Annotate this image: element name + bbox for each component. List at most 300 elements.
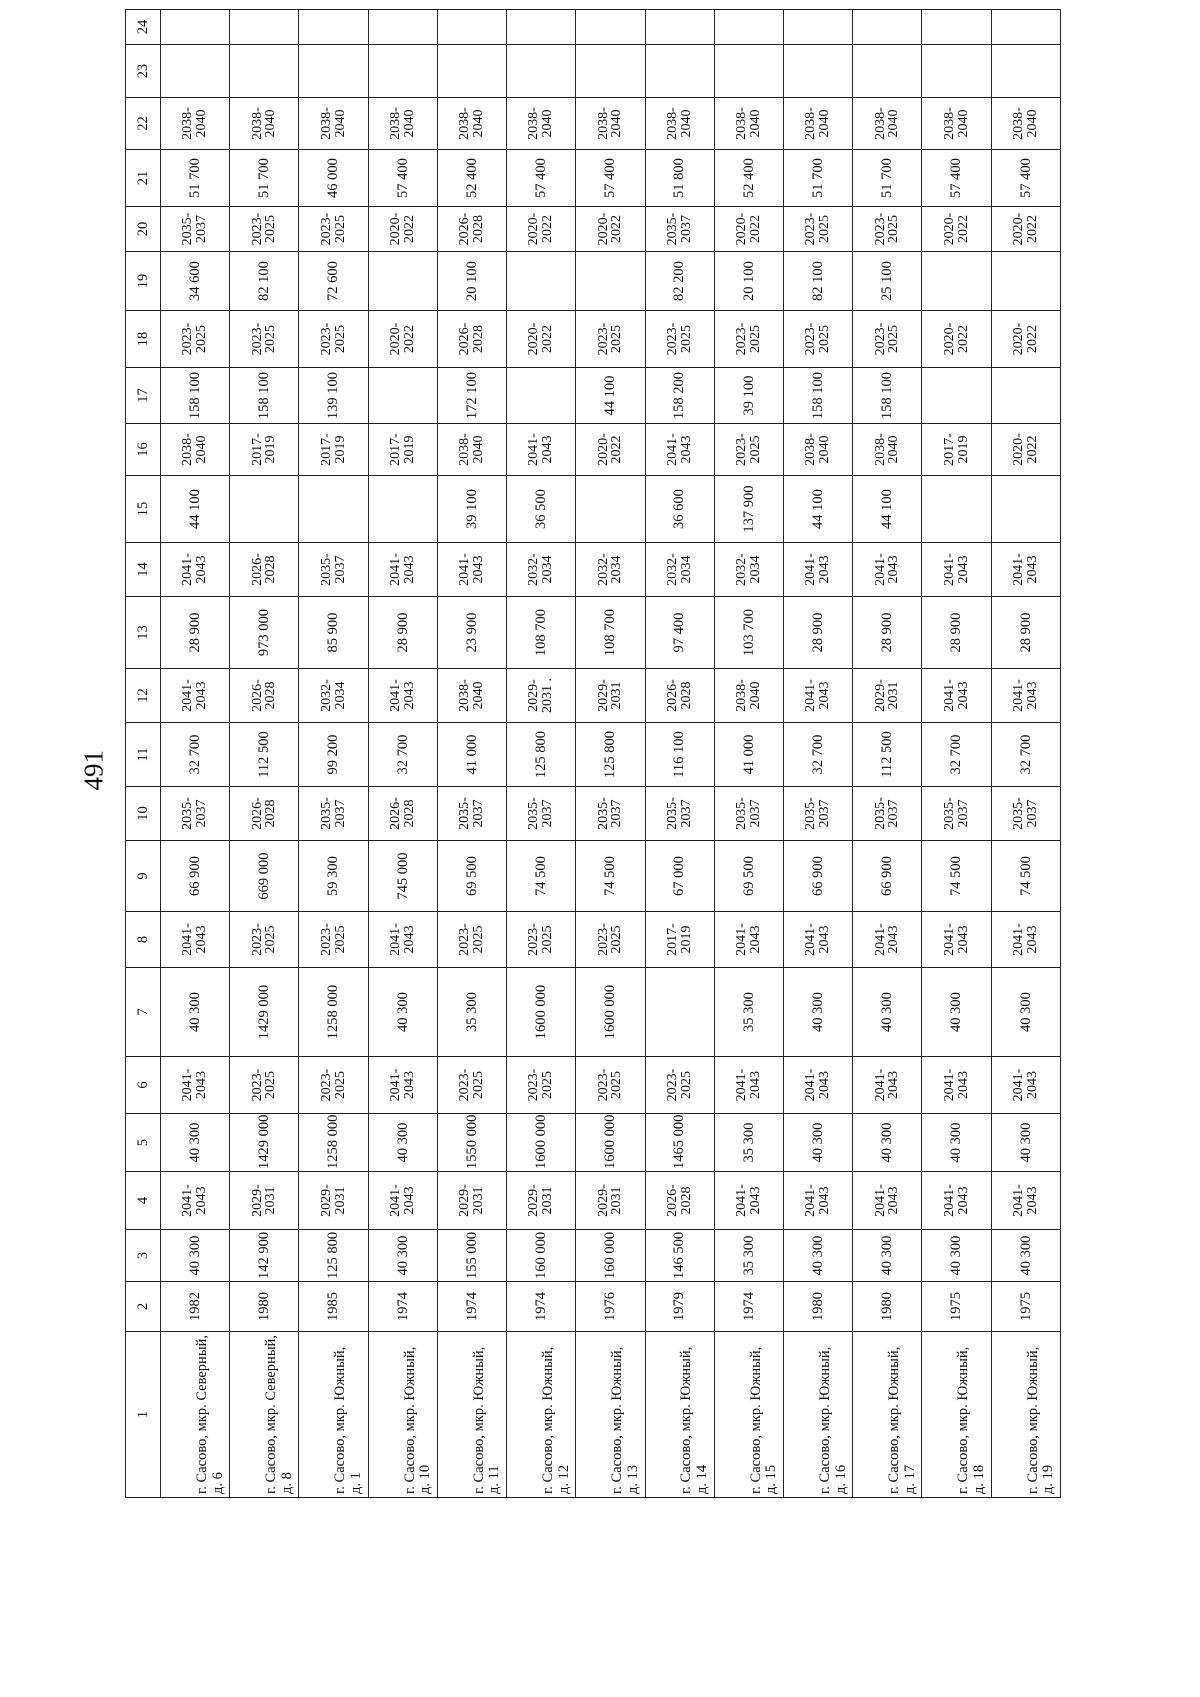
address-cell: г. Сасово, мкр. Южный, д. 1 xyxy=(299,1332,368,1498)
period-cell: 2041-2043 xyxy=(991,1057,1060,1114)
period-cell xyxy=(645,45,714,98)
cost-cell: 74 500 xyxy=(576,841,645,912)
cost-cell: 82 100 xyxy=(230,252,299,311)
cost-cell: 66 900 xyxy=(783,841,852,912)
period-cell: 2026-2028 xyxy=(230,787,299,841)
period-cell: 2038-2040 xyxy=(437,669,506,723)
period-cell: 2017-2019 xyxy=(645,912,714,968)
cost-cell: 57 400 xyxy=(507,150,576,207)
cost-cell: 40 300 xyxy=(922,968,991,1057)
table-row xyxy=(991,10,1060,1498)
cost-cell: 125 800 xyxy=(299,1230,368,1282)
cost-cell: 137 900 xyxy=(714,476,783,543)
period-cell: 2038-2040 xyxy=(783,424,852,476)
cost-cell: 34 600 xyxy=(161,252,230,311)
period-cell: 2023-2025 xyxy=(230,912,299,968)
period-cell: 2041-2043 xyxy=(991,912,1060,968)
column-header-2: 2 xyxy=(126,1282,161,1332)
cost-cell: 35 300 xyxy=(714,1230,783,1282)
period-cell xyxy=(161,10,230,45)
period-cell: 2029-2031 xyxy=(853,669,922,723)
period-cell: 2035-2037 xyxy=(853,787,922,841)
period-cell: 2023-2025 xyxy=(576,311,645,368)
cost-cell: 66 900 xyxy=(853,841,922,912)
cost-cell: 155 000 xyxy=(437,1230,506,1282)
cost-cell: 32 700 xyxy=(783,723,852,787)
period-cell: 2023-2025 xyxy=(299,912,368,968)
column-header-18: 18 xyxy=(126,311,161,368)
period-cell xyxy=(714,10,783,45)
cost-cell xyxy=(922,252,991,311)
period-cell: 2032-2034 xyxy=(576,543,645,597)
build-year-cell: 1976 xyxy=(576,1282,645,1332)
cost-cell: 28 900 xyxy=(783,597,852,669)
cost-cell: 51 700 xyxy=(783,150,852,207)
build-year-cell: 1975 xyxy=(991,1282,1060,1332)
period-cell: 2041-2043 xyxy=(161,1057,230,1114)
cost-cell: 74 500 xyxy=(991,841,1060,912)
period-cell: 2035-2037 xyxy=(576,787,645,841)
period-cell: 2041-2043 xyxy=(991,1172,1060,1230)
cost-cell: 36 600 xyxy=(645,476,714,543)
period-cell xyxy=(853,45,922,98)
build-year-cell: 1979 xyxy=(645,1282,714,1332)
cost-cell xyxy=(368,476,437,543)
period-cell xyxy=(230,10,299,45)
build-year-cell: 1985 xyxy=(299,1282,368,1332)
address-cell: г. Сасово, мкр. Южный, д. 17 xyxy=(853,1332,922,1498)
period-cell: 2023-2025 xyxy=(507,912,576,968)
cost-cell: 40 300 xyxy=(922,1230,991,1282)
cost-cell: 36 500 xyxy=(507,476,576,543)
period-cell: 2029-2031 xyxy=(230,1172,299,1230)
cost-cell: 57 400 xyxy=(576,150,645,207)
period-cell: 2035-2037 xyxy=(714,787,783,841)
period-cell: 2029-2031 xyxy=(299,1172,368,1230)
period-cell: 2038-2040 xyxy=(645,98,714,150)
cost-cell: 57 400 xyxy=(368,150,437,207)
column-header-15: 15 xyxy=(126,476,161,543)
period-cell: 2041-2043 xyxy=(161,1172,230,1230)
period-cell: 2041-2043 xyxy=(922,669,991,723)
cost-cell: 40 300 xyxy=(991,1230,1060,1282)
period-cell xyxy=(991,10,1060,45)
cost-cell: 28 900 xyxy=(368,597,437,669)
address-cell: г. Сасово, мкр. Южный, д. 16 xyxy=(783,1332,852,1498)
period-cell: 2038-2040 xyxy=(230,98,299,150)
cost-cell: 146 500 xyxy=(645,1230,714,1282)
period-cell: 2023-2025 xyxy=(230,311,299,368)
cost-cell xyxy=(299,476,368,543)
period-cell: 2020-2022 xyxy=(507,207,576,252)
cost-cell xyxy=(991,476,1060,543)
build-year-cell: 1974 xyxy=(714,1282,783,1332)
period-cell xyxy=(507,10,576,45)
address-cell: г. Сасово, мкр. Южный, д. 19 xyxy=(991,1332,1060,1498)
cost-cell: 40 300 xyxy=(853,1230,922,1282)
period-cell xyxy=(230,45,299,98)
period-cell: 2041-2043 xyxy=(368,1172,437,1230)
period-cell: 2041-2043 xyxy=(437,543,506,597)
cost-cell: 28 900 xyxy=(922,597,991,669)
period-cell: 2038-2040 xyxy=(299,98,368,150)
period-cell: 2035-2037 xyxy=(783,787,852,841)
period-cell: 2041-2043 xyxy=(161,912,230,968)
rotated-table-container xyxy=(125,19,1061,1498)
column-header-8: 8 xyxy=(126,912,161,968)
period-cell: 2041-2043 xyxy=(161,543,230,597)
period-cell: 2041-2043 xyxy=(507,424,576,476)
period-cell xyxy=(437,10,506,45)
cost-cell: 20 100 xyxy=(714,252,783,311)
cost-cell xyxy=(368,252,437,311)
build-year-cell: 1980 xyxy=(230,1282,299,1332)
period-cell: 2041-2043 xyxy=(922,1057,991,1114)
cost-cell: 1600 000 xyxy=(507,1114,576,1172)
cost-cell: 32 700 xyxy=(368,723,437,787)
table-row xyxy=(437,10,506,1498)
period-cell: 2038-2040 xyxy=(714,98,783,150)
period-cell: 2023-2025 xyxy=(714,311,783,368)
cost-cell: 28 900 xyxy=(161,597,230,669)
cost-cell: 40 300 xyxy=(161,1114,230,1172)
period-cell: 2020-2022 xyxy=(991,207,1060,252)
cost-cell: 40 300 xyxy=(853,968,922,1057)
period-cell: 2041-2043 xyxy=(714,912,783,968)
build-year-cell: 1982 xyxy=(161,1282,230,1332)
period-cell: 2026-2028 xyxy=(230,543,299,597)
period-cell xyxy=(645,10,714,45)
cost-cell: 32 700 xyxy=(161,723,230,787)
period-cell: 2041-2043 xyxy=(922,912,991,968)
period-cell: 2020-2022 xyxy=(922,207,991,252)
cost-cell: 40 300 xyxy=(368,1230,437,1282)
cost-cell: 1258 000 xyxy=(299,1114,368,1172)
column-header-19: 19 xyxy=(126,252,161,311)
cost-cell: 82 200 xyxy=(645,252,714,311)
cost-cell: 112 500 xyxy=(230,723,299,787)
cost-cell: 32 700 xyxy=(991,723,1060,787)
period-cell: 2017-2019 xyxy=(922,424,991,476)
cost-cell: 32 700 xyxy=(922,723,991,787)
data-table xyxy=(125,9,1061,1498)
cost-cell xyxy=(645,968,714,1057)
period-cell xyxy=(368,45,437,98)
period-cell xyxy=(576,45,645,98)
cost-cell: 39 100 xyxy=(437,476,506,543)
table-row xyxy=(783,10,852,1498)
column-header-24: 24 xyxy=(126,10,161,45)
cost-cell xyxy=(922,476,991,543)
build-year-cell: 1974 xyxy=(368,1282,437,1332)
cost-cell: 125 800 xyxy=(507,723,576,787)
period-cell xyxy=(991,45,1060,98)
period-cell: 2026-2028 xyxy=(645,1172,714,1230)
cost-cell: 745 000 xyxy=(368,841,437,912)
period-cell: 2041-2043 xyxy=(783,912,852,968)
period-cell: 2023-2025 xyxy=(230,1057,299,1114)
build-year-cell: 1975 xyxy=(922,1282,991,1332)
period-cell: 2035-2037 xyxy=(507,787,576,841)
period-cell: 2020-2022 xyxy=(991,424,1060,476)
address-cell: г. Сасово, мкр. Южный, д. 12 xyxy=(507,1332,576,1498)
period-cell: 2038-2040 xyxy=(853,424,922,476)
period-cell: 2023-2025 xyxy=(299,1057,368,1114)
cost-cell xyxy=(991,368,1060,424)
cost-cell: 108 700 xyxy=(507,597,576,669)
period-cell: 2023-2025 xyxy=(507,1057,576,1114)
address-cell: г. Сасово, мкр. Южный, д. 11 xyxy=(437,1332,506,1498)
cost-cell: 160 000 xyxy=(507,1230,576,1282)
period-cell xyxy=(922,10,991,45)
period-cell xyxy=(783,10,852,45)
cost-cell: 67 000 xyxy=(645,841,714,912)
table-row xyxy=(161,10,230,1498)
period-cell: 2026-2028 xyxy=(645,669,714,723)
cost-cell: 40 300 xyxy=(922,1114,991,1172)
address-cell: г. Сасово, мкр. Северный, д. 6 xyxy=(161,1332,230,1498)
column-header-3: 3 xyxy=(126,1230,161,1282)
period-cell: 2017-2019 xyxy=(299,424,368,476)
column-header-21: 21 xyxy=(126,150,161,207)
period-cell xyxy=(922,45,991,98)
cost-cell: 40 300 xyxy=(783,968,852,1057)
period-cell: 2041-2043 xyxy=(991,543,1060,597)
period-cell: 2038-2040 xyxy=(161,98,230,150)
cost-cell: 74 500 xyxy=(507,841,576,912)
period-cell: 2020-2022 xyxy=(922,311,991,368)
table-row xyxy=(368,10,437,1498)
period-cell: 2038-2040 xyxy=(368,98,437,150)
cost-cell: 28 900 xyxy=(853,597,922,669)
period-cell xyxy=(507,45,576,98)
column-header-22: 22 xyxy=(126,98,161,150)
cost-cell: 158 100 xyxy=(853,368,922,424)
cost-cell: 72 600 xyxy=(299,252,368,311)
build-year-cell: 1980 xyxy=(853,1282,922,1332)
cost-cell: 35 300 xyxy=(714,1114,783,1172)
cost-cell: 112 500 xyxy=(853,723,922,787)
address-cell: г. Сасово, мкр. Северный, д. 8 xyxy=(230,1332,299,1498)
cost-cell: 52 400 xyxy=(714,150,783,207)
cost-cell: 40 300 xyxy=(991,1114,1060,1172)
cost-cell: 1600 000 xyxy=(507,968,576,1057)
period-cell: 2038-2040 xyxy=(161,424,230,476)
period-cell xyxy=(299,45,368,98)
period-cell: 2035-2037 xyxy=(645,787,714,841)
address-cell: г. Сасово, мкр. Южный, д. 10 xyxy=(368,1332,437,1498)
period-cell: 2023-2025 xyxy=(161,311,230,368)
period-cell: 2041-2043 xyxy=(368,912,437,968)
column-header-5: 5 xyxy=(126,1114,161,1172)
table-row xyxy=(230,10,299,1498)
period-cell: 2038-2040 xyxy=(714,669,783,723)
period-cell: 2041-2043 xyxy=(853,1057,922,1114)
cost-cell: 44 100 xyxy=(161,476,230,543)
column-header-6: 6 xyxy=(126,1057,161,1114)
table-body xyxy=(161,10,1061,1498)
cost-cell: 35 300 xyxy=(437,968,506,1057)
period-cell: 2041-2043 xyxy=(783,669,852,723)
header-row xyxy=(126,10,161,1498)
table-row xyxy=(507,10,576,1498)
column-header-1: 1 xyxy=(126,1332,161,1498)
cost-cell: 44 100 xyxy=(783,476,852,543)
cost-cell xyxy=(507,252,576,311)
table-row xyxy=(853,10,922,1498)
column-header-9: 9 xyxy=(126,841,161,912)
cost-cell: 41 000 xyxy=(437,723,506,787)
build-year-cell: 1974 xyxy=(437,1282,506,1332)
period-cell: 2023-2025 xyxy=(299,311,368,368)
period-cell: 2026-2028 xyxy=(437,311,506,368)
period-cell: 2020-2022 xyxy=(368,311,437,368)
period-cell: 2020-2022 xyxy=(507,311,576,368)
cost-cell: 28 900 xyxy=(991,597,1060,669)
period-cell: 2041-2043 xyxy=(714,1172,783,1230)
cost-cell: 139 100 xyxy=(299,368,368,424)
cost-cell: 25 100 xyxy=(853,252,922,311)
period-cell xyxy=(161,45,230,98)
period-cell: 2029-2031 xyxy=(507,1172,576,1230)
cost-cell: 40 300 xyxy=(161,1230,230,1282)
cost-cell: 44 100 xyxy=(853,476,922,543)
cost-cell: 51 700 xyxy=(161,150,230,207)
period-cell: 2017-2019 xyxy=(368,424,437,476)
cost-cell: 85 900 xyxy=(299,597,368,669)
period-cell: 2029-2031 xyxy=(437,1172,506,1230)
address-cell: г. Сасово, мкр. Южный, д. 15 xyxy=(714,1332,783,1498)
period-cell: 2041-2043 xyxy=(368,1057,437,1114)
table-row xyxy=(714,10,783,1498)
build-year-cell: 1980 xyxy=(783,1282,852,1332)
period-cell: 2041-2043 xyxy=(783,1057,852,1114)
cost-cell: 40 300 xyxy=(783,1230,852,1282)
period-cell xyxy=(437,45,506,98)
cost-cell: 23 900 xyxy=(437,597,506,669)
cost-cell: 108 700 xyxy=(576,597,645,669)
cost-cell: 59 300 xyxy=(299,841,368,912)
period-cell: 2023-2025 xyxy=(645,1057,714,1114)
cost-cell: 973 000 xyxy=(230,597,299,669)
cost-cell: 1600 000 xyxy=(576,968,645,1057)
period-cell: 2041-2043 xyxy=(853,1172,922,1230)
period-cell: 2032-2034 xyxy=(645,543,714,597)
period-cell xyxy=(853,10,922,45)
cost-cell: 35 300 xyxy=(714,968,783,1057)
cost-cell: 57 400 xyxy=(991,150,1060,207)
period-cell: 2035-2037 xyxy=(161,207,230,252)
address-cell: г. Сасово, мкр. Южный, д. 14 xyxy=(645,1332,714,1498)
period-cell: 2029-2031 xyxy=(576,1172,645,1230)
period-cell: 2038-2040 xyxy=(922,98,991,150)
period-cell: 2041-2043 xyxy=(714,1057,783,1114)
period-cell: 2023-2025 xyxy=(437,1057,506,1114)
period-cell: 2029-2031 . xyxy=(507,669,576,723)
period-cell: 2038-2040 xyxy=(507,98,576,150)
period-cell: 2023-2025 xyxy=(230,207,299,252)
period-cell: 2041-2043 xyxy=(922,543,991,597)
cost-cell xyxy=(922,368,991,424)
column-header-17: 17 xyxy=(126,368,161,424)
cost-cell: 158 100 xyxy=(783,368,852,424)
page-number: 491 xyxy=(78,750,109,791)
cost-cell: 51 700 xyxy=(230,150,299,207)
cost-cell: 116 100 xyxy=(645,723,714,787)
table-row xyxy=(299,10,368,1498)
period-cell xyxy=(576,10,645,45)
cost-cell: 1550 000 xyxy=(437,1114,506,1172)
period-cell: 2041-2043 xyxy=(853,912,922,968)
period-cell: 2026-2028 xyxy=(368,787,437,841)
period-cell: 2020-2022 xyxy=(714,207,783,252)
period-cell: 2020-2022 xyxy=(991,311,1060,368)
cost-cell: 46 000 xyxy=(299,150,368,207)
period-cell: 2026-2028 xyxy=(437,207,506,252)
cost-cell: 158 200 xyxy=(645,368,714,424)
cost-cell: 40 300 xyxy=(368,1114,437,1172)
period-cell: 2023-2025 xyxy=(853,207,922,252)
cost-cell: 1429 000 xyxy=(230,1114,299,1172)
period-cell: 2020-2022 xyxy=(368,207,437,252)
cost-cell xyxy=(991,252,1060,311)
column-header-23: 23 xyxy=(126,45,161,98)
period-cell: 2023-2025 xyxy=(576,1057,645,1114)
cost-cell: 69 500 xyxy=(437,841,506,912)
cost-cell: 51 800 xyxy=(645,150,714,207)
cost-cell: 40 300 xyxy=(368,968,437,1057)
period-cell: 2035-2037 xyxy=(437,787,506,841)
cost-cell: 158 100 xyxy=(161,368,230,424)
cost-cell xyxy=(576,476,645,543)
table-row xyxy=(922,10,991,1498)
cost-cell: 97 400 xyxy=(645,597,714,669)
period-cell: 2041-2043 xyxy=(368,669,437,723)
period-cell: 2023-2025 xyxy=(853,311,922,368)
cost-cell: 44 100 xyxy=(576,368,645,424)
address-cell: г. Сасово, мкр. Южный, д. 13 xyxy=(576,1332,645,1498)
period-cell: 2032-2034 xyxy=(299,669,368,723)
period-cell: 2020-2022 xyxy=(576,424,645,476)
column-header-12: 12 xyxy=(126,669,161,723)
period-cell: 2041-2043 xyxy=(922,1172,991,1230)
cost-cell: 125 800 xyxy=(576,723,645,787)
cost-cell: 52 400 xyxy=(437,150,506,207)
cost-cell: 40 300 xyxy=(161,968,230,1057)
cost-cell: 40 300 xyxy=(991,968,1060,1057)
cost-cell: 1258 000 xyxy=(299,968,368,1057)
column-header-16: 16 xyxy=(126,424,161,476)
cost-cell: 82 100 xyxy=(783,252,852,311)
cost-cell: 57 400 xyxy=(922,150,991,207)
period-cell: 2035-2037 xyxy=(161,787,230,841)
period-cell: 2023-2025 xyxy=(299,207,368,252)
column-header-13: 13 xyxy=(126,597,161,669)
period-cell: 2029-2031 xyxy=(576,669,645,723)
address-cell: г. Сасово, мкр. Южный, д. 18 xyxy=(922,1332,991,1498)
period-cell: 2035-2037 xyxy=(991,787,1060,841)
cost-cell: 669 000 xyxy=(230,841,299,912)
period-cell: 2023-2025 xyxy=(645,311,714,368)
cost-cell: 99 200 xyxy=(299,723,368,787)
period-cell: 2041-2043 xyxy=(161,669,230,723)
period-cell xyxy=(368,10,437,45)
period-cell: 2041-2043 xyxy=(368,543,437,597)
cost-cell: 40 300 xyxy=(853,1114,922,1172)
cost-cell: 1429 000 xyxy=(230,968,299,1057)
cost-cell: 51 700 xyxy=(853,150,922,207)
cost-cell xyxy=(507,368,576,424)
